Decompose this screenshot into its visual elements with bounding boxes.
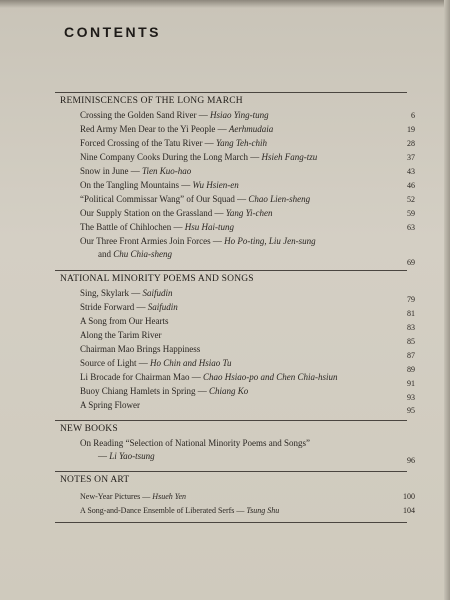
section-divider	[55, 471, 407, 472]
toc-entry: New-Year Pictures — Hsueh Yen 100	[80, 492, 415, 501]
section-divider	[55, 420, 407, 421]
section-divider	[55, 270, 407, 271]
page-edge-shadow	[444, 0, 450, 600]
toc-entry: On Reading “Selection of National Minority Poems and Songs”	[80, 438, 310, 448]
toc-entry: Our Three Front Armies Join Forces — Ho Po-ting, Liu Jen-sung	[80, 236, 316, 246]
toc-entry: On the Tangling Mountains — Wu Hsien-en 46	[80, 180, 415, 190]
section-divider	[55, 92, 407, 93]
toc-entry: Our Supply Station on the Grassland — Yang Yi-chen 59	[80, 208, 415, 218]
toc-entry: Chairman Mao Brings Happiness 87	[80, 344, 415, 360]
toc-entry: A Song-and-Dance Ensemble of Liberated Serfs — Tsung Shu 104	[80, 506, 415, 515]
section-heading-minority-poems: NATIONAL MINORITY POEMS AND SONGS	[60, 274, 254, 284]
toc-entry: Snow in June — Tien Kuo-hao 43	[80, 166, 415, 176]
toc-entry: Nine Company Cooks During the Long March — Hsieh Fang-tzu 37	[80, 152, 415, 162]
section-heading-notes-on-art: NOTES ON ART	[60, 475, 130, 485]
toc-entry: Stride Forward — Saifudin 81	[80, 302, 415, 318]
toc-entry: A Spring Flower 95	[80, 400, 415, 415]
toc-entry: Li Brocade for Chairman Mao — Chao Hsiao-po and Chen Chia-hsiun 91	[80, 372, 415, 388]
toc-entry: A Song from Our Hearts 83	[80, 316, 415, 332]
section-heading-long-march: REMINISCENCES OF THE LONG MARCH	[60, 96, 243, 106]
section-divider	[55, 522, 407, 523]
page-title: CONTENTS	[64, 24, 161, 40]
toc-entry: “Political Commissar Wang” of Our Squad — Chao Lien-sheng 52	[80, 194, 415, 204]
toc-entry-continuation: — Li Yao-tsung 96	[98, 451, 415, 465]
toc-entry-continuation: and Chu Chia-sheng 69	[98, 249, 415, 267]
toc-entry: Along the Tarim River 85	[80, 330, 415, 346]
toc-entry: The Battle of Chihlochen — Hsu Hai-tung 63	[80, 222, 415, 232]
section-heading-new-books: NEW BOOKS	[60, 424, 118, 434]
toc-entry: Buoy Chiang Hamlets in Spring — Chiang Ko 93	[80, 386, 415, 402]
toc-entry: Crossing the Golden Sand River — Hsiao Ying-tung 6	[80, 110, 415, 120]
toc-entry: Source of Light — Ho Chin and Hsiao Tu 89	[80, 358, 415, 374]
toc-entry: Red Army Men Dear to the Yi People — Aerhmudaia 19	[80, 124, 415, 134]
toc-entry: Forced Crossing of the Tatu River — Yang Teh-chih 28	[80, 138, 415, 148]
page-top-shadow	[0, 0, 450, 8]
toc-entry: Sing, Skylark — Saifudin 79	[80, 288, 415, 304]
